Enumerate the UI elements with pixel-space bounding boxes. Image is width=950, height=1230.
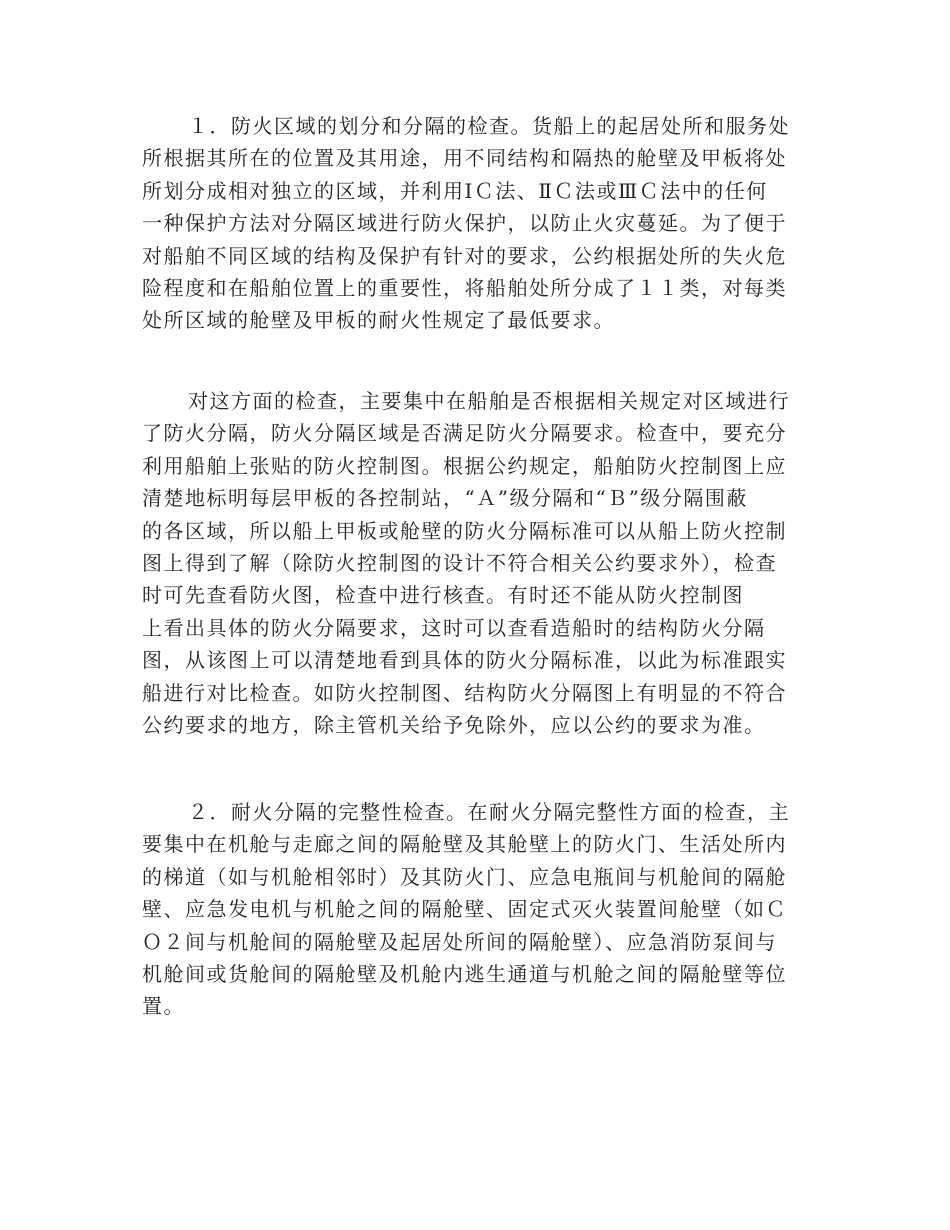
text-line: 了防火分隔，防火分隔区域是否满足防火分隔要求。检查中，要充分 [142,421,787,446]
text-line: 对这方面的检查，主要集中在船舶是否根据相关规定对区域进行 [188,389,790,413]
text-line: １．防火区域的划分和分隔的检查。货船上的起居处所和服务处 [188,114,790,138]
text-line: ２．耐火分隔的完整性检查。在耐火分隔完整性方面的检查，主 [188,800,790,824]
text-line: 利用船舶上张贴的防火控制图。根据公约规定，船舶防火控制图上应 [142,453,787,478]
text-line: 图，从该图上可以清楚地看到具体的防火分隔标准，以此为标准跟实 [142,648,787,673]
text-line: 清楚地标明每层甲板的各控制站，“Ａ”级分隔和“Ｂ”级分隔围蔽 [142,486,748,511]
text-line: 船进行对比检查。如防火控制图、结构防火分隔图上有明显的不符合 [142,680,787,705]
text-line: 处所区域的舱壁及甲板的耐火性规定了最低要求。 [142,308,615,333]
text-line: 的各区域，所以船上甲板或舱壁的防火分隔标准可以从船上防火控制 [142,518,787,543]
text-line: 所根据其所在的位置及其用途，用不同结构和隔热的舱壁及甲板将处 [142,146,787,171]
text-line: 一种保护方法对分隔区域进行防火保护，以防止火灾蔓延。为了便于 [142,211,787,236]
text-line: 上看出具体的防火分隔要求，这时可以查看造船时的结构防火分隔 [142,615,766,640]
paragraph-fire-zone-division [142,110,802,337]
text-line: 险程度和在船舶位置上的重要性，将船舶处所分成了１１类，对每类 [142,275,787,300]
text-line: 公约要求的地方，除主管机关给予免除外，应以公约的要求为准。 [142,712,766,737]
text-line: 的梯道（如与机舱相邻时）及其防火门、应急电瓶间与机舱间的隔舱 [142,864,787,889]
text-line: 置。 [142,994,185,1019]
text-line: 时可先查看防火图，检查中进行核查。有时还不能从防火控制图 [142,583,744,608]
text-line: 对船舶不同区域的结构及保护有针对的要求，公约根据处所的失火危 [142,243,787,268]
text-line: 所划分成相对独立的区域，并利用ⅠＣ法、ⅡＣ法或ⅢＣ法中的任何 [142,178,768,203]
text-line: 图上得到了解（除防火控制图的设计不符合相关公约要求外），检查 [142,550,777,575]
paragraph-inspection-focus [142,385,802,741]
text-line: 机舱间或货舱间的隔舱壁及机舱内逃生通道与机舱之间的隔舱壁等位 [142,961,787,986]
text-line: Ｏ２间与机舱间的隔舱壁及起居处所间的隔舱壁）、应急消防泵间与 [142,929,777,954]
text-line: 要集中在机舱与走廊之间的隔舱壁及其舱壁上的防火门、生活处所内 [142,832,787,857]
paragraph-fire-division-integrity [142,796,802,1023]
text-line: 壁、应急发电机与机舱之间的隔舱壁、固定式灭火装置间舱壁（如Ｃ [142,897,787,922]
